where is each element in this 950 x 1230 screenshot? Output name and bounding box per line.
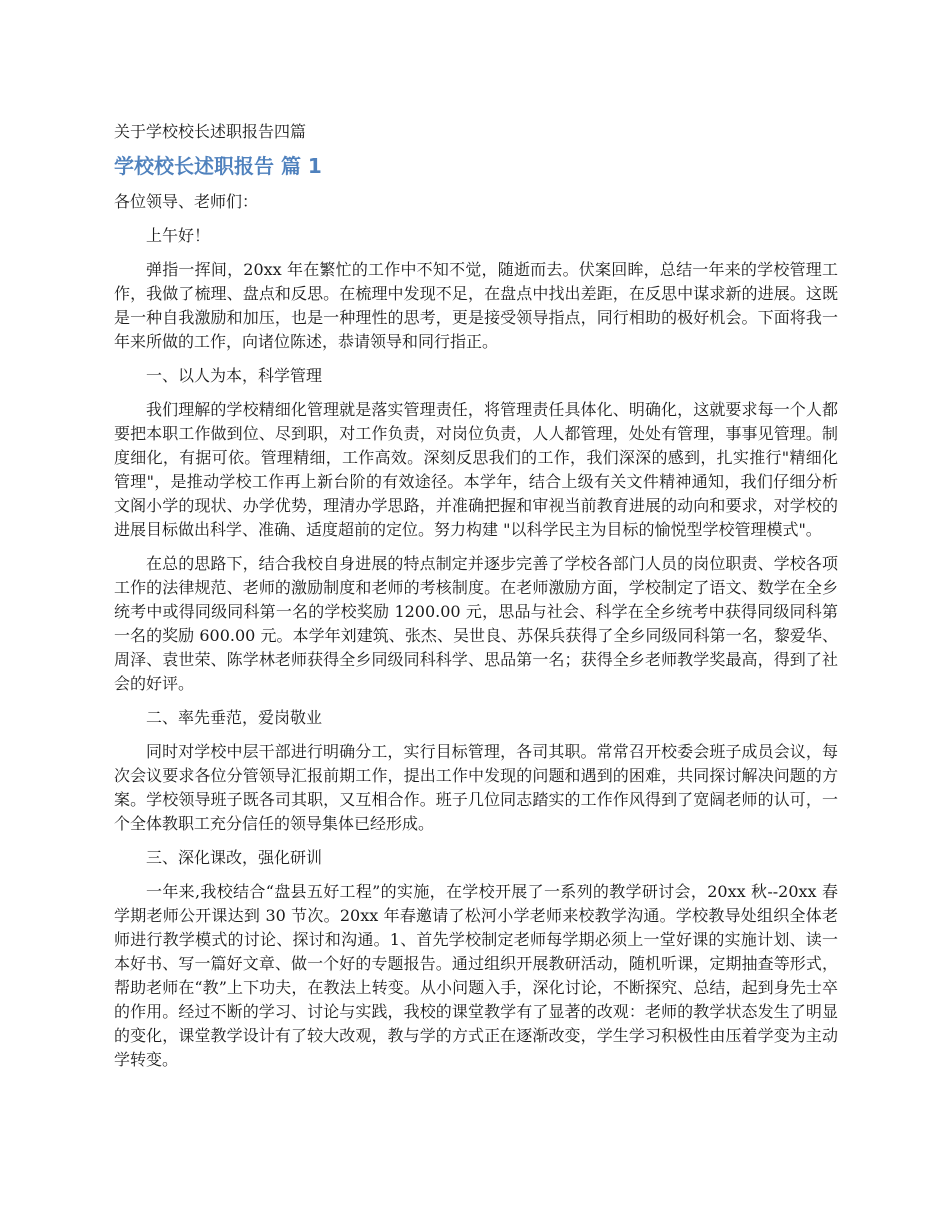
intro-paragraph: 弹指一挥间，20xx 年在繁忙的工作中不知不觉，随逝而去。伏案回眸，总结一年来的学校管理工作，我做了梳理、盘点和反思。在梳理中发现不足，在盘点中找出差距，在反思中谋求新的进展。这既是一种自我激励和加压，也是一种理性的思考，更是接受领导指点，同行相助的极好机会。下面将我一年来所做的工作，向诸位陈述，恭请领导和同行指正。 (114, 260, 838, 351)
document-page (114, 120, 838, 1082)
salutation: 各位领导、老师们： (114, 192, 259, 211)
section-heading-3: 三、深化课改，强化研训 (146, 848, 323, 867)
section-heading-2: 二、率先垂范，爱岗敬业 (146, 708, 323, 727)
section-heading-1: 一、以人为本，科学管理 (146, 366, 323, 385)
section-1-paragraph-1: 我们理解的学校精细化管理就是落实管理责任，将管理责任具体化、明确化，这就要求每一个人都要把本职工作做到位、尽到职，对工作负责，对岗位负责，人人都管理，处处有管理，事事见管理。制度细化，有据可依。管理精细，工作高效。深刻反思我们的工作，我们深深的感到，扎实推行"精细化管理"，是推动学校工作再上新台阶的有效途径。本学年，结合上级有关文件精神通知，我们仔细分析文阁小学的现状、办学优势，理清办学思路，并准确把握和审视当前教育进展的动向和要求，对学校的进展目标做出科学、准确、适度超前的定位。努力构建 "以科学民主为目标的愉悦型学校管理模式"。 (114, 400, 838, 539)
greeting: 上午好！ (146, 226, 211, 245)
article-heading: 学校校长述职报告 篇 1 (114, 154, 322, 178)
section-3-paragraph-1: 一年来,我校结合“盘县五好工程”的实施，在学校开展了一系列的教学研讨会，20xx 秋--20xx 春学期老师公开课达到 30 节次。20xx 年春邀请了松河小学老师来校教学沟通。学校教导处组织全体老师进行教学模式的讨论、探讨和沟通。1、首先学校制定老师每学期必须上一堂好课的实施计划、读一本好书、写一篇好文章、做一个好的专题报告。通过组织开展教研活动，随机听课，定期抽查等形式，帮助老师在“教”上下功夫，在教法上转变。从小问题入手，深化讨论，不断探究、总结，起到身先士卒的作用。经过不断的学习、讨论与实践，我校的课堂教学有了显著的改观：老师的教学状态发生了明显的变化，课堂教学设计有了较大改观，教与学的方式正在逐渐改变，学生学习积极性由压着学变为主动学转变。 (114, 882, 838, 1069)
section-1-paragraph-2: 在总的思路下，结合我校自身进展的特点制定并逐步完善了学校各部门人员的岗位职责、学校各项工作的法律规范、老师的激励制度和老师的考核制度。在老师激励方面，学校制定了语文、数学在全乡统考中或得同级同科第一名的学校奖励 1200.00 元，思品与社会、科学在全乡统考中获得同级同科第一名的奖励 600.00 元。本学年刘建筑、张杰、吴世良、苏保兵获得了全乡同级同科第一名，黎爱华、周泽、袁世荣、陈学林老师获得全乡同级同科科学、思品第一名；获得全乡老师教学奖最高，得到了社会的好评。 (114, 554, 838, 693)
document-title: 关于学校校长述职报告四篇 (114, 122, 307, 141)
section-2-paragraph-1: 同时对学校中层干部进行明确分工，实行目标管理，各司其职。常常召开校委会班子成员会议，每次会议要求各位分管领导汇报前期工作，提出工作中发现的问题和遇到的困难，共同探讨解决问题的方案。学校领导班子既各司其职，又互相合作。班子几位同志踏实的工作作风得到了宽阔老师的认可，一个全体教职工充分信任的领导集体已经形成。 (114, 742, 838, 833)
